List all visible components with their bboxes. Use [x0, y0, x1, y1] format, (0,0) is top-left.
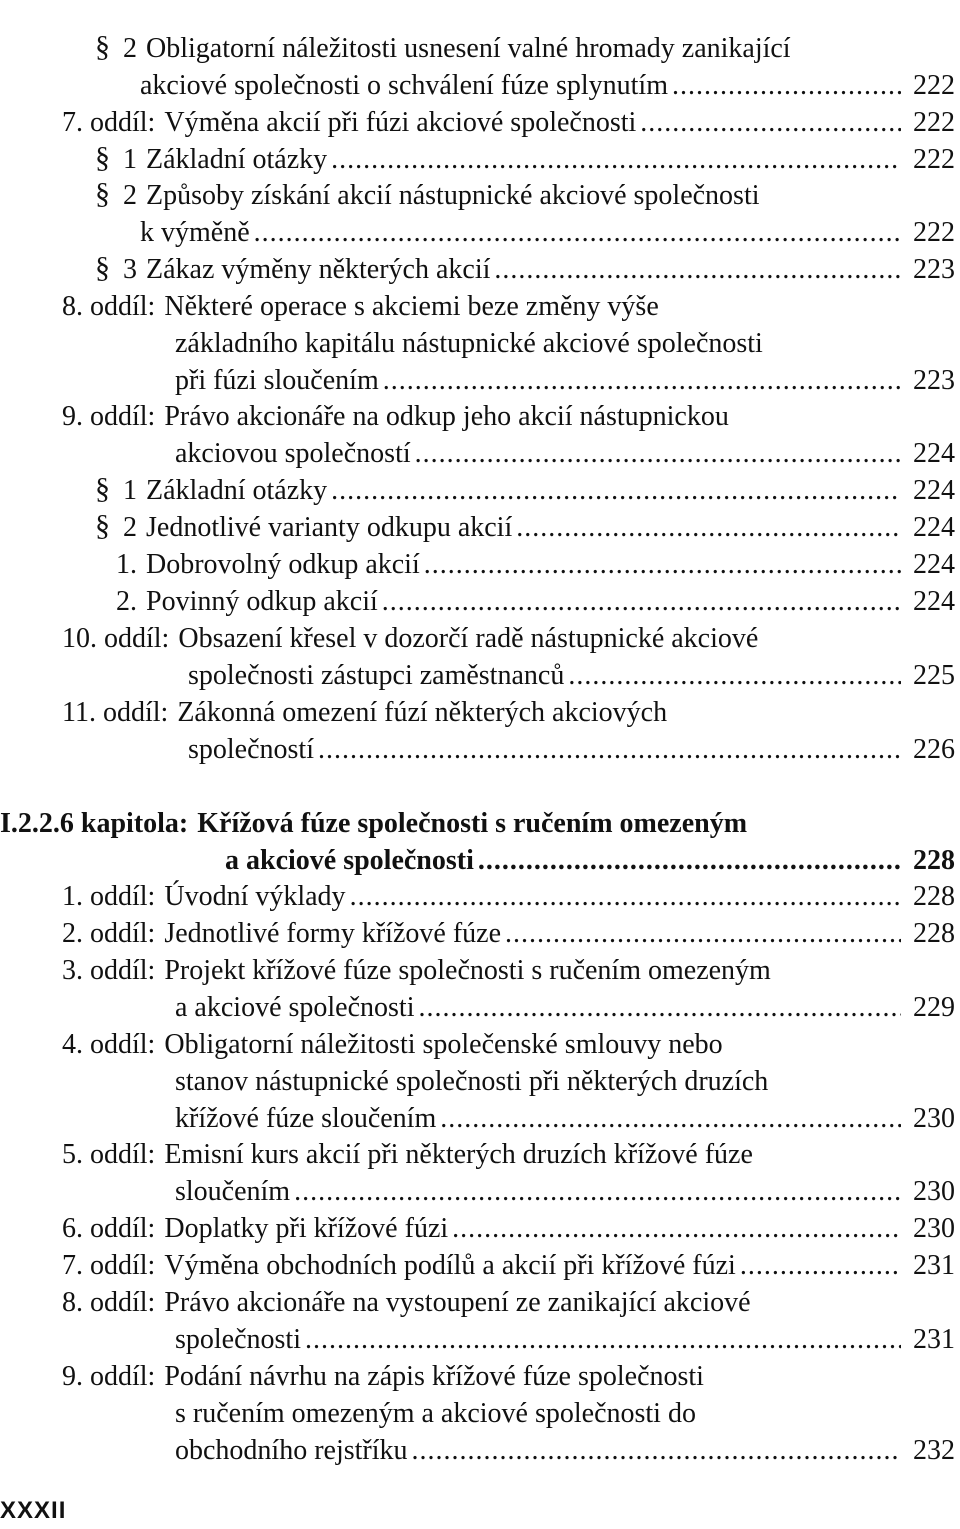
dot-leader [382, 583, 901, 620]
toc-line [175, 1321, 955, 1358]
toc-page-number: 228 [913, 881, 955, 912]
dot-leader [418, 989, 901, 1026]
toc-title: při fúzi sloučením [175, 365, 379, 396]
toc-line [116, 583, 955, 620]
toc-number-label: 5. oddíl: [62, 1139, 156, 1170]
dot-leader [412, 1432, 901, 1469]
toc-title: Zákaz výměny některých akcií [146, 254, 491, 285]
toc-page-number: 222 [913, 144, 955, 175]
toc-line [175, 1100, 955, 1137]
toc-page-number: 231 [913, 1324, 955, 1355]
toc-line [175, 435, 955, 472]
toc-number-label: 9. oddíl: [62, 401, 156, 432]
toc-title: společnosti [175, 1324, 301, 1355]
toc-title: Projekt křížové fúze společnosti s ručením omezeným [164, 955, 771, 986]
toc-number [95, 251, 137, 288]
toc-number [116, 546, 137, 583]
toc-number [95, 472, 137, 509]
toc-title: a akciové společnosti [225, 845, 474, 876]
toc-line [62, 620, 955, 657]
toc-number-label: 6. oddíl: [62, 1213, 156, 1244]
toc-number [0, 805, 188, 842]
toc-title: základního kapitálu nástupnické akciové společnosti [175, 328, 763, 359]
toc-page-number: 228 [913, 918, 955, 949]
toc-number-label: 2 [123, 512, 137, 543]
toc-line [0, 805, 955, 842]
toc-title: Emisní kurs akcií při některých druzích křížové fúze [164, 1139, 753, 1170]
toc-number [62, 878, 155, 915]
toc-line [175, 1063, 955, 1100]
toc-title: s ručením omezeným a akciové společnosti do [175, 1398, 696, 1429]
toc-number [62, 620, 169, 657]
toc-line [175, 989, 955, 1026]
toc-number [62, 1284, 155, 1321]
toc-title: akciovou společností [175, 438, 411, 469]
toc-title: Jednotlivé formy křížové fúze [164, 918, 501, 949]
toc-title: křížové fúze sloučením [175, 1103, 437, 1134]
toc-number [95, 30, 137, 67]
toc-line [95, 251, 955, 288]
toc-title: sloučením [175, 1176, 291, 1207]
toc-number [95, 509, 137, 546]
dot-leader [478, 842, 901, 879]
toc-number-label: 4. oddíl: [62, 1029, 156, 1060]
dot-leader [294, 1173, 901, 1210]
toc-title: Některé operace s akciemi beze změny výše [164, 291, 659, 322]
toc-number [62, 694, 168, 731]
toc-title: Dobrovolný odkup akcií [146, 549, 420, 580]
toc-number [62, 1247, 155, 1284]
toc-number [116, 583, 137, 620]
dot-leader [424, 546, 901, 583]
toc-title: Obligatorní náležitosti usnesení valné hromady zanikající [146, 33, 791, 64]
toc-title: Právo akcionáře na vystoupení ze zanikající akciové [164, 1287, 751, 1318]
dot-leader [383, 362, 901, 399]
dot-leader [305, 1321, 901, 1358]
toc-number-label: 9. oddíl: [62, 1361, 156, 1392]
toc-number-label: 1 [123, 144, 137, 175]
toc-number [95, 177, 137, 214]
toc-title: Křížová fúze společnosti s ručením omezeným [197, 808, 748, 839]
toc-line [62, 1284, 955, 1321]
toc-page-number: 223 [913, 254, 955, 285]
toc-title: společnosti zástupci zaměstnanců [188, 660, 565, 691]
section-mark-icon: § [95, 177, 110, 210]
dot-leader [331, 472, 901, 509]
toc-line [95, 509, 955, 546]
toc-number-label: 3. oddíl: [62, 955, 156, 986]
dot-leader [568, 657, 901, 694]
toc-line [62, 1358, 955, 1395]
toc-line [188, 731, 955, 768]
dot-leader [350, 878, 901, 915]
toc-number [62, 1358, 155, 1395]
toc-title: stanov nástupnické společnosti při některých druzích [175, 1066, 769, 1097]
toc-number-label: 2 [123, 33, 137, 64]
dot-leader [331, 141, 901, 178]
toc-line [62, 915, 955, 952]
dot-leader [740, 1247, 901, 1284]
toc-number-label: 1. oddíl: [62, 881, 156, 912]
toc-number-label: 2. oddíl: [62, 918, 156, 949]
toc-number [62, 915, 155, 952]
toc-number-label: 2 [123, 180, 137, 211]
section-mark-icon: § [95, 251, 110, 284]
dot-leader [318, 731, 901, 768]
toc-number-label: 3 [123, 254, 137, 285]
section-mark-icon: § [95, 472, 110, 505]
toc-title: Výměna akcií při fúzi akciové společnosti [164, 107, 637, 138]
toc-title: Způsoby získání akcií nástupnické akciové společnosti [146, 180, 760, 211]
toc-title: akciové společnosti o schválení fúze splynutím [140, 70, 668, 101]
dot-leader [516, 509, 901, 546]
toc-page-number: 230 [913, 1176, 955, 1207]
dot-leader [452, 1210, 901, 1247]
toc-page-number: 224 [913, 586, 955, 617]
toc-number [62, 104, 155, 141]
toc-number-label: 10. oddíl: [62, 623, 170, 654]
toc-line [62, 952, 955, 989]
section-mark-icon: § [95, 509, 110, 542]
toc-line [188, 657, 955, 694]
toc-number [95, 141, 137, 178]
toc-line [62, 1247, 955, 1284]
toc-line [95, 30, 955, 67]
dot-leader [672, 67, 901, 104]
toc-title: Výměna obchodních podílů a akcií při křížové fúzi [164, 1250, 736, 1281]
toc-line [62, 398, 955, 435]
toc-number-label: 1. [116, 549, 137, 580]
toc-title: Právo akcionáře na odkup jeho akcií nástupnickou [164, 401, 729, 432]
toc-title: Podání návrhu na zápis křížové fúze společnosti [164, 1361, 704, 1392]
toc-line [62, 288, 955, 325]
dot-leader [494, 251, 901, 288]
section-mark-icon: § [95, 141, 110, 174]
toc-line [95, 472, 955, 509]
toc-number-label: I.2.2.6 kapitola: [0, 808, 189, 839]
toc-number [62, 398, 155, 435]
toc-line [62, 694, 955, 731]
toc-page-number: 226 [913, 734, 955, 765]
toc-number [62, 952, 155, 989]
toc-title: Obligatorní náležitosti společenské smlouvy nebo [164, 1029, 723, 1060]
toc-title: Jednotlivé varianty odkupu akcií [146, 512, 513, 543]
dot-leader [415, 435, 901, 472]
toc-page-number: 231 [913, 1250, 955, 1281]
toc-page-number: 224 [913, 549, 955, 580]
toc-page-number: 225 [913, 660, 955, 691]
toc-line [175, 1395, 955, 1432]
toc-title: Zákonná omezení fúzí některých akciových [177, 697, 668, 728]
toc-title: Povinný odkup akcií [146, 586, 378, 617]
toc-title: k výměně [140, 217, 250, 248]
toc-line [62, 1026, 955, 1063]
toc-number-label: 7. oddíl: [62, 1250, 156, 1281]
toc-line [62, 1210, 955, 1247]
toc-page-number: 228 [913, 845, 955, 876]
toc-number-label: 2. [116, 586, 137, 617]
toc-page-number: 230 [913, 1213, 955, 1244]
dot-leader [254, 214, 901, 251]
toc-title: obchodního rejstříku [175, 1435, 408, 1466]
toc-page-number: 224 [913, 438, 955, 469]
toc-number [62, 288, 155, 325]
toc-line [175, 325, 955, 362]
dot-leader [505, 915, 901, 952]
toc-number [62, 1026, 155, 1063]
toc-line [175, 362, 955, 399]
toc-page-number: 229 [913, 992, 955, 1023]
toc-number-label: 8. oddíl: [62, 291, 156, 322]
toc-title: Obsazení křesel v dozorčí radě nástupnické akciové [178, 623, 759, 654]
toc-line [175, 1173, 955, 1210]
toc-title: Základní otázky [146, 144, 328, 175]
toc-number-label: 8. oddíl: [62, 1287, 156, 1318]
toc-title: Úvodní výklady [164, 881, 346, 912]
toc-page-number: 232 [913, 1435, 955, 1466]
toc-line [62, 1136, 955, 1173]
toc-number [62, 1210, 155, 1247]
toc-page-number: 222 [913, 107, 955, 138]
page-number: XXXII [0, 1497, 67, 1524]
dot-leader [440, 1100, 901, 1137]
toc-number [62, 1136, 155, 1173]
toc-line [95, 177, 955, 214]
toc-number-label: 7. oddíl: [62, 107, 156, 138]
toc-number-label: 11. oddíl: [62, 697, 169, 728]
toc-line [140, 67, 955, 104]
toc-page-number: 222 [913, 217, 955, 248]
dot-leader [640, 104, 901, 141]
toc-line [140, 214, 955, 251]
toc-line [175, 1432, 955, 1469]
toc-page-number: 222 [913, 70, 955, 101]
toc-line [62, 878, 955, 915]
toc-line [116, 546, 955, 583]
toc-title: Doplatky při křížové fúzi [164, 1213, 449, 1244]
toc-page-number: 230 [913, 1103, 955, 1134]
toc-page-number: 224 [913, 512, 955, 543]
toc-number-label: 1 [123, 475, 137, 506]
toc-title: společností [188, 734, 314, 765]
toc-title: a akciové společnosti [175, 992, 415, 1023]
toc-page-number: 223 [913, 365, 955, 396]
toc-page-number: 224 [913, 475, 955, 506]
section-mark-icon: § [95, 30, 110, 63]
toc-line [62, 104, 955, 141]
toc-line [225, 842, 955, 879]
toc-line [95, 141, 955, 178]
toc-title: Základní otázky [146, 475, 328, 506]
